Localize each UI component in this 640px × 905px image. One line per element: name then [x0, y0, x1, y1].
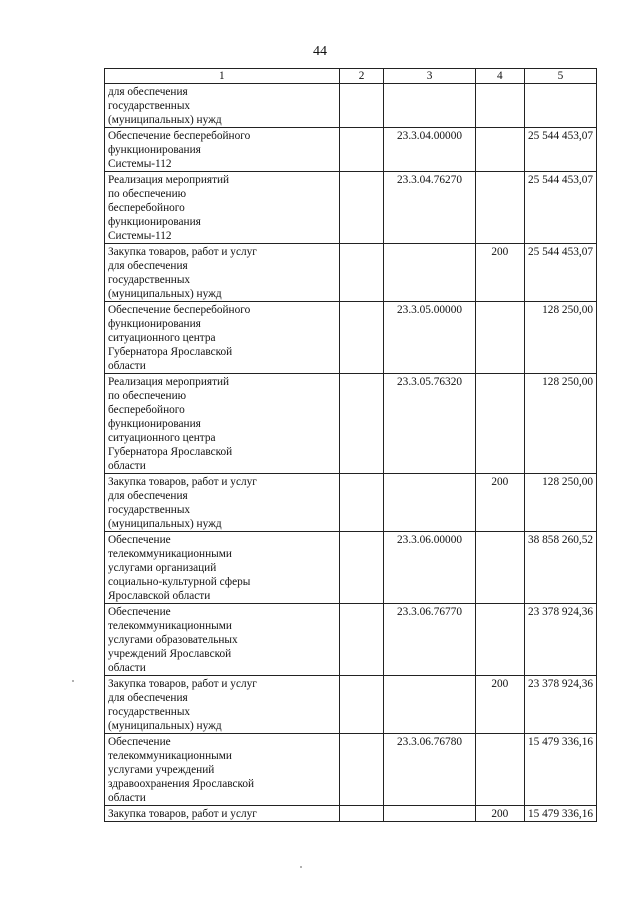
cell-amount: 25 544 453,07	[525, 128, 597, 172]
cell-target-code: 23.3.06.00000	[384, 532, 475, 604]
header-col-5: 5	[525, 69, 597, 84]
cell-name: Реализация мероприятий по обеспечению бесперебойного функционирования Системы-112	[105, 172, 340, 244]
cell-amount: 23 378 924,36	[525, 676, 597, 734]
scan-speck	[300, 866, 302, 868]
cell-col2	[339, 474, 384, 532]
cell-name: Обеспечение бесперебойного функционирования ситуационного центра Губернатора Ярославской области	[105, 302, 340, 374]
cell-name: Закупка товаров, работ и услуг для обеспечения государственных (муниципальных) нужд	[105, 676, 340, 734]
cell-col2	[339, 604, 384, 676]
cell-expense-type	[475, 604, 524, 676]
cell-amount: 128 250,00	[525, 374, 597, 474]
cell-target-code: 23.3.05.76320	[384, 374, 475, 474]
cell-expense-type	[475, 734, 524, 806]
cell-target-code: 23.3.04.76270	[384, 172, 475, 244]
table-row	[105, 128, 597, 172]
cell-target-code	[384, 244, 475, 302]
header-col-4: 4	[475, 69, 524, 84]
cell-target-code	[384, 676, 475, 734]
scan-speck	[72, 680, 74, 682]
table-row	[105, 806, 597, 822]
table-row	[105, 734, 597, 806]
cell-expense-type	[475, 128, 524, 172]
cell-expense-type	[475, 374, 524, 474]
cell-name: Закупка товаров, работ и услуг для обеспечения государственных (муниципальных) нужд	[105, 244, 340, 302]
cell-col2	[339, 244, 384, 302]
cell-col2	[339, 806, 384, 822]
table-header-row	[105, 69, 597, 84]
cell-name: Реализация мероприятий по обеспечению бесперебойного функционирования ситуационного центра Губернатора Ярославской области	[105, 374, 340, 474]
cell-amount: 23 378 924,36	[525, 604, 597, 676]
table-row	[105, 244, 597, 302]
cell-target-code	[384, 806, 475, 822]
table-body	[105, 84, 597, 822]
header-col-2: 2	[339, 69, 384, 84]
table-row	[105, 474, 597, 532]
table-row	[105, 172, 597, 244]
cell-col2	[339, 302, 384, 374]
cell-amount: 128 250,00	[525, 474, 597, 532]
cell-col2	[339, 128, 384, 172]
table-row	[105, 532, 597, 604]
table-row	[105, 604, 597, 676]
cell-col2	[339, 734, 384, 806]
budget-table	[104, 68, 597, 822]
page-number: 44	[313, 44, 327, 59]
cell-name: для обеспечения государственных (муниципальных) нужд	[105, 84, 340, 128]
cell-col2	[339, 676, 384, 734]
cell-amount: 38 858 260,52	[525, 532, 597, 604]
cell-name: Обеспечение бесперебойного функционирования Системы-112	[105, 128, 340, 172]
cell-amount: 25 544 453,07	[525, 172, 597, 244]
cell-amount: 128 250,00	[525, 302, 597, 374]
cell-target-code	[384, 474, 475, 532]
cell-target-code: 23.3.05.00000	[384, 302, 475, 374]
table-row	[105, 676, 597, 734]
cell-name: Обеспечение телекоммуникационными услугами образовательных учреждений Ярославской области	[105, 604, 340, 676]
cell-target-code: 23.3.06.76780	[384, 734, 475, 806]
cell-name: Обеспечение телекоммуникационными услугами организаций социально-культурной сферы Ярославской области	[105, 532, 340, 604]
header-col-1: 1	[105, 69, 340, 84]
cell-name: Обеспечение телекоммуникационными услугами учреждений здравоохранения Ярославской области	[105, 734, 340, 806]
cell-expense-type	[475, 172, 524, 244]
header-col-3: 3	[384, 69, 475, 84]
cell-expense-type: 200	[475, 244, 524, 302]
table-row	[105, 374, 597, 474]
cell-col2	[339, 532, 384, 604]
cell-expense-type	[475, 84, 524, 128]
cell-amount: 15 479 336,16	[525, 734, 597, 806]
cell-name: Закупка товаров, работ и услуг для обеспечения государственных (муниципальных) нужд	[105, 474, 340, 532]
cell-expense-type	[475, 302, 524, 374]
cell-col2	[339, 172, 384, 244]
cell-target-code: 23.3.04.00000	[384, 128, 475, 172]
cell-target-code: 23.3.06.76770	[384, 604, 475, 676]
cell-expense-type	[475, 532, 524, 604]
table-row	[105, 84, 597, 128]
cell-expense-type: 200	[475, 474, 524, 532]
cell-col2	[339, 84, 384, 128]
cell-target-code	[384, 84, 475, 128]
cell-name: Закупка товаров, работ и услуг	[105, 806, 340, 822]
cell-amount	[525, 84, 597, 128]
table-row	[105, 302, 597, 374]
cell-expense-type: 200	[475, 676, 524, 734]
cell-expense-type: 200	[475, 806, 524, 822]
cell-col2	[339, 374, 384, 474]
cell-amount: 15 479 336,16	[525, 806, 597, 822]
cell-amount: 25 544 453,07	[525, 244, 597, 302]
